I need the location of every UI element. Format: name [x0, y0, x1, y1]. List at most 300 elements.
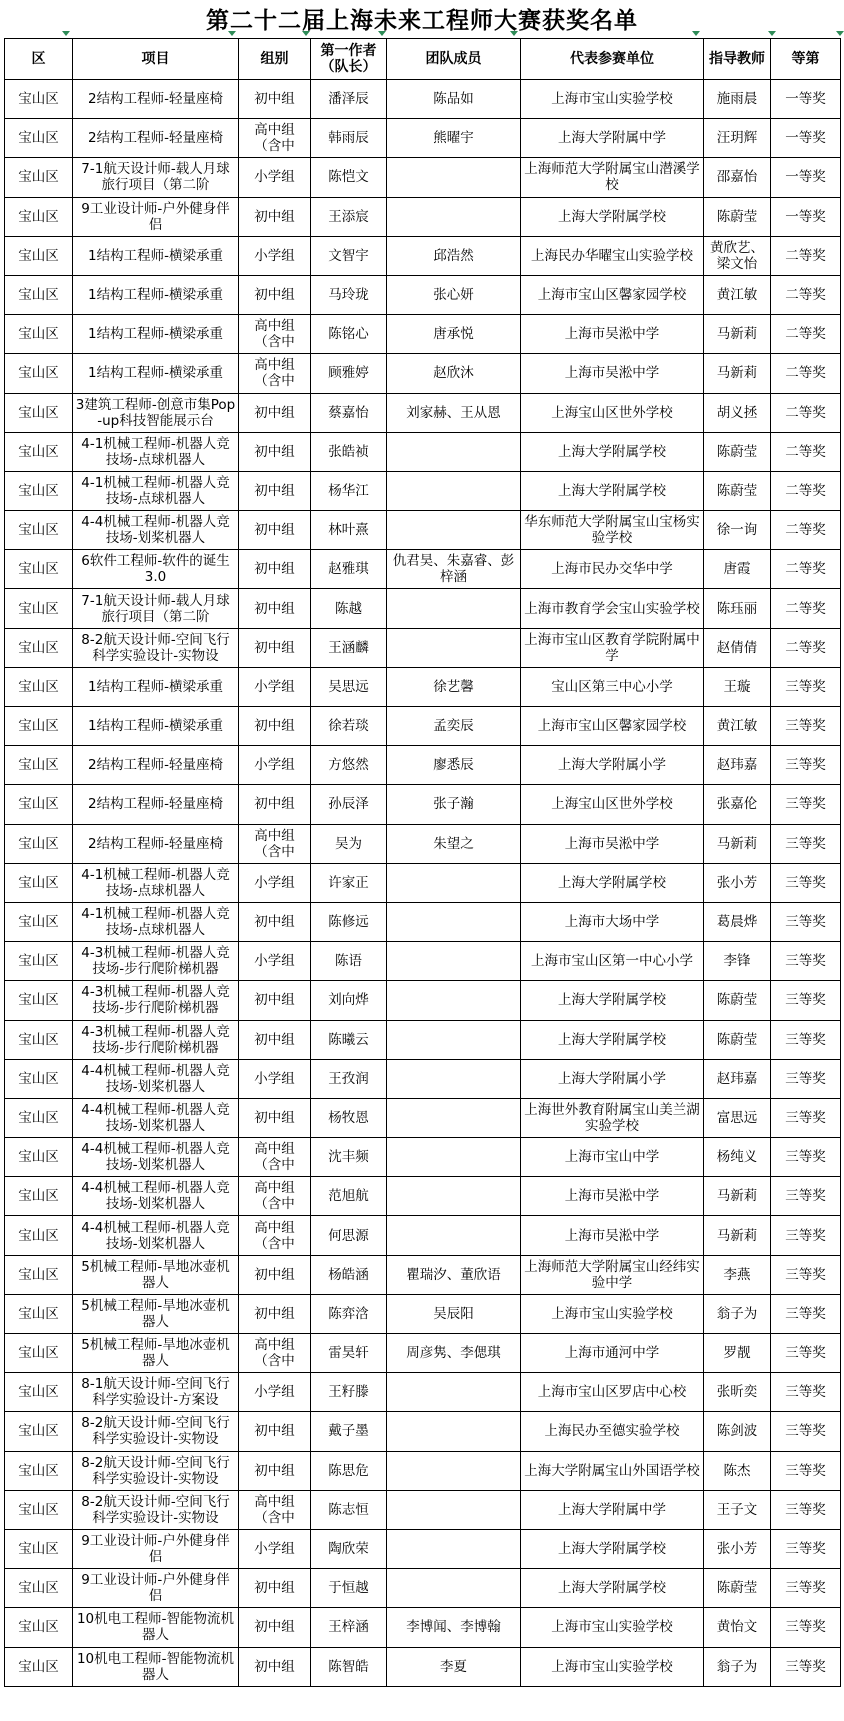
members-cell[interactable]: [387, 1294, 521, 1333]
award-cell[interactable]: [771, 1255, 841, 1294]
project-cell[interactable]: [73, 1294, 239, 1333]
award-cell[interactable]: [771, 589, 841, 628]
leader-cell[interactable]: [311, 1412, 387, 1451]
members-cell[interactable]: [387, 1098, 521, 1137]
school-cell[interactable]: [521, 589, 704, 628]
district-cell[interactable]: [5, 1255, 73, 1294]
school-cell[interactable]: [521, 902, 704, 941]
teacher-cell[interactable]: [704, 1216, 771, 1255]
leader-cell[interactable]: [311, 1569, 387, 1608]
school-cell[interactable]: [521, 511, 704, 550]
teacher-cell[interactable]: [704, 197, 771, 236]
school-cell[interactable]: [521, 1334, 704, 1373]
district-cell[interactable]: [5, 511, 73, 550]
district-cell[interactable]: [5, 80, 73, 119]
group-cell[interactable]: [239, 902, 311, 941]
leader-cell[interactable]: [311, 1529, 387, 1568]
leader-cell[interactable]: [311, 1373, 387, 1412]
school-cell[interactable]: [521, 393, 704, 432]
members-cell[interactable]: [387, 942, 521, 981]
project-cell[interactable]: [73, 80, 239, 119]
teacher-cell[interactable]: [704, 1608, 771, 1647]
project-cell[interactable]: [73, 667, 239, 706]
award-cell[interactable]: [771, 393, 841, 432]
district-cell[interactable]: [5, 158, 73, 197]
leader-cell[interactable]: [311, 1020, 387, 1059]
group-cell[interactable]: [239, 511, 311, 550]
teacher-cell[interactable]: [704, 1138, 771, 1177]
project-cell[interactable]: [73, 863, 239, 902]
school-cell[interactable]: [521, 746, 704, 785]
group-cell[interactable]: [239, 275, 311, 314]
district-cell[interactable]: [5, 902, 73, 941]
teacher-cell[interactable]: [704, 1647, 771, 1686]
leader-cell[interactable]: [311, 432, 387, 471]
leader-cell[interactable]: [311, 1608, 387, 1647]
district-cell[interactable]: [5, 1334, 73, 1373]
award-cell[interactable]: [771, 707, 841, 746]
leader-cell[interactable]: [311, 236, 387, 275]
group-cell[interactable]: [239, 471, 311, 510]
award-cell[interactable]: [771, 785, 841, 824]
project-cell[interactable]: [73, 236, 239, 275]
award-cell[interactable]: [771, 1647, 841, 1686]
project-cell[interactable]: [73, 746, 239, 785]
school-cell[interactable]: [521, 1529, 704, 1568]
teacher-cell[interactable]: [704, 275, 771, 314]
filter-dropdown-icon[interactable]: [378, 31, 386, 36]
members-cell[interactable]: [387, 119, 521, 158]
school-cell[interactable]: [521, 550, 704, 589]
district-cell[interactable]: [5, 1529, 73, 1568]
district-cell[interactable]: [5, 667, 73, 706]
filter-dropdown-icon[interactable]: [768, 31, 776, 36]
award-cell[interactable]: [771, 158, 841, 197]
members-cell[interactable]: [387, 158, 521, 197]
members-cell[interactable]: [387, 1451, 521, 1490]
members-cell[interactable]: [387, 1373, 521, 1412]
award-cell[interactable]: [771, 432, 841, 471]
school-cell[interactable]: [521, 1490, 704, 1529]
award-cell[interactable]: [771, 746, 841, 785]
school-cell[interactable]: [521, 1020, 704, 1059]
school-cell[interactable]: [521, 1412, 704, 1451]
members-cell[interactable]: [387, 275, 521, 314]
leader-cell[interactable]: [311, 1647, 387, 1686]
members-cell[interactable]: [387, 824, 521, 863]
teacher-cell[interactable]: [704, 1059, 771, 1098]
group-cell[interactable]: [239, 236, 311, 275]
group-cell[interactable]: [239, 1334, 311, 1373]
project-cell[interactable]: [73, 393, 239, 432]
leader-cell[interactable]: [311, 667, 387, 706]
group-cell[interactable]: [239, 589, 311, 628]
members-cell[interactable]: [387, 589, 521, 628]
award-cell[interactable]: [771, 1177, 841, 1216]
leader-cell[interactable]: [311, 1490, 387, 1529]
project-cell[interactable]: [73, 1216, 239, 1255]
members-cell[interactable]: [387, 1177, 521, 1216]
leader-cell[interactable]: [311, 1451, 387, 1490]
project-cell[interactable]: [73, 942, 239, 981]
header-cell[interactable]: 区: [5, 39, 73, 80]
members-cell[interactable]: [387, 432, 521, 471]
school-cell[interactable]: [521, 315, 704, 354]
award-cell[interactable]: [771, 1569, 841, 1608]
members-cell[interactable]: [387, 471, 521, 510]
leader-cell[interactable]: [311, 707, 387, 746]
award-cell[interactable]: [771, 197, 841, 236]
filter-dropdown-icon[interactable]: [836, 31, 844, 36]
teacher-cell[interactable]: [704, 824, 771, 863]
group-cell[interactable]: [239, 1529, 311, 1568]
group-cell[interactable]: [239, 197, 311, 236]
award-cell[interactable]: [771, 942, 841, 981]
project-cell[interactable]: [73, 1608, 239, 1647]
members-cell[interactable]: [387, 80, 521, 119]
award-cell[interactable]: [771, 511, 841, 550]
project-cell[interactable]: [73, 471, 239, 510]
teacher-cell[interactable]: [704, 1255, 771, 1294]
school-cell[interactable]: [521, 1216, 704, 1255]
project-cell[interactable]: [73, 197, 239, 236]
project-cell[interactable]: [73, 1451, 239, 1490]
members-cell[interactable]: [387, 785, 521, 824]
members-cell[interactable]: [387, 315, 521, 354]
award-cell[interactable]: [771, 1294, 841, 1333]
project-cell[interactable]: [73, 1647, 239, 1686]
members-cell[interactable]: [387, 863, 521, 902]
leader-cell[interactable]: [311, 197, 387, 236]
teacher-cell[interactable]: [704, 1334, 771, 1373]
group-cell[interactable]: [239, 942, 311, 981]
award-cell[interactable]: [771, 1608, 841, 1647]
teacher-cell[interactable]: [704, 589, 771, 628]
award-cell[interactable]: [771, 667, 841, 706]
group-cell[interactable]: [239, 1490, 311, 1529]
members-cell[interactable]: [387, 707, 521, 746]
group-cell[interactable]: [239, 1608, 311, 1647]
teacher-cell[interactable]: [704, 1412, 771, 1451]
members-cell[interactable]: [387, 236, 521, 275]
teacher-cell[interactable]: [704, 1451, 771, 1490]
project-cell[interactable]: [73, 981, 239, 1020]
project-cell[interactable]: [73, 1373, 239, 1412]
district-cell[interactable]: [5, 1059, 73, 1098]
members-cell[interactable]: [387, 1020, 521, 1059]
teacher-cell[interactable]: [704, 746, 771, 785]
group-cell[interactable]: [239, 80, 311, 119]
members-cell[interactable]: [387, 1647, 521, 1686]
district-cell[interactable]: [5, 1138, 73, 1177]
award-cell[interactable]: [771, 1412, 841, 1451]
teacher-cell[interactable]: [704, 785, 771, 824]
district-cell[interactable]: [5, 589, 73, 628]
award-cell[interactable]: [771, 902, 841, 941]
school-cell[interactable]: [521, 824, 704, 863]
district-cell[interactable]: [5, 746, 73, 785]
project-cell[interactable]: [73, 158, 239, 197]
district-cell[interactable]: [5, 1294, 73, 1333]
project-cell[interactable]: [73, 707, 239, 746]
members-cell[interactable]: [387, 197, 521, 236]
district-cell[interactable]: [5, 1647, 73, 1686]
members-cell[interactable]: [387, 902, 521, 941]
leader-cell[interactable]: [311, 275, 387, 314]
award-cell[interactable]: [771, 1490, 841, 1529]
leader-cell[interactable]: [311, 1138, 387, 1177]
project-cell[interactable]: [73, 1138, 239, 1177]
leader-cell[interactable]: [311, 158, 387, 197]
members-cell[interactable]: [387, 1569, 521, 1608]
district-cell[interactable]: [5, 315, 73, 354]
award-cell[interactable]: [771, 1138, 841, 1177]
award-cell[interactable]: [771, 354, 841, 393]
district-cell[interactable]: [5, 1412, 73, 1451]
award-cell[interactable]: [771, 1059, 841, 1098]
project-cell[interactable]: [73, 824, 239, 863]
leader-cell[interactable]: [311, 589, 387, 628]
project-cell[interactable]: [73, 1412, 239, 1451]
school-cell[interactable]: [521, 1059, 704, 1098]
project-cell[interactable]: [73, 1529, 239, 1568]
header-cell[interactable]: 项目: [73, 39, 239, 80]
group-cell[interactable]: [239, 1216, 311, 1255]
school-cell[interactable]: [521, 1138, 704, 1177]
award-cell[interactable]: [771, 315, 841, 354]
district-cell[interactable]: [5, 824, 73, 863]
leader-cell[interactable]: [311, 628, 387, 667]
award-cell[interactable]: [771, 1373, 841, 1412]
leader-cell[interactable]: [311, 1177, 387, 1216]
group-cell[interactable]: [239, 981, 311, 1020]
school-cell[interactable]: [521, 667, 704, 706]
leader-cell[interactable]: [311, 315, 387, 354]
group-cell[interactable]: [239, 667, 311, 706]
project-cell[interactable]: [73, 119, 239, 158]
teacher-cell[interactable]: [704, 471, 771, 510]
district-cell[interactable]: [5, 628, 73, 667]
district-cell[interactable]: [5, 707, 73, 746]
leader-cell[interactable]: [311, 1294, 387, 1333]
award-cell[interactable]: [771, 1334, 841, 1373]
project-cell[interactable]: [73, 1059, 239, 1098]
teacher-cell[interactable]: [704, 981, 771, 1020]
school-cell[interactable]: [521, 158, 704, 197]
school-cell[interactable]: [521, 1647, 704, 1686]
district-cell[interactable]: [5, 197, 73, 236]
school-cell[interactable]: [521, 1177, 704, 1216]
group-cell[interactable]: [239, 707, 311, 746]
members-cell[interactable]: [387, 1138, 521, 1177]
teacher-cell[interactable]: [704, 80, 771, 119]
district-cell[interactable]: [5, 471, 73, 510]
project-cell[interactable]: [73, 785, 239, 824]
project-cell[interactable]: [73, 1334, 239, 1373]
school-cell[interactable]: [521, 236, 704, 275]
leader-cell[interactable]: [311, 80, 387, 119]
project-cell[interactable]: [73, 550, 239, 589]
members-cell[interactable]: [387, 1334, 521, 1373]
school-cell[interactable]: [521, 80, 704, 119]
filter-dropdown-icon[interactable]: [62, 31, 70, 36]
teacher-cell[interactable]: [704, 1177, 771, 1216]
teacher-cell[interactable]: [704, 667, 771, 706]
leader-cell[interactable]: [311, 902, 387, 941]
school-cell[interactable]: [521, 981, 704, 1020]
award-cell[interactable]: [771, 1216, 841, 1255]
teacher-cell[interactable]: [704, 119, 771, 158]
leader-cell[interactable]: [311, 1255, 387, 1294]
district-cell[interactable]: [5, 236, 73, 275]
teacher-cell[interactable]: [704, 1373, 771, 1412]
group-cell[interactable]: [239, 315, 311, 354]
award-cell[interactable]: [771, 550, 841, 589]
leader-cell[interactable]: [311, 1334, 387, 1373]
school-cell[interactable]: [521, 628, 704, 667]
members-cell[interactable]: [387, 667, 521, 706]
award-cell[interactable]: [771, 80, 841, 119]
teacher-cell[interactable]: [704, 1294, 771, 1333]
group-cell[interactable]: [239, 550, 311, 589]
group-cell[interactable]: [239, 1451, 311, 1490]
teacher-cell[interactable]: [704, 902, 771, 941]
teacher-cell[interactable]: [704, 315, 771, 354]
teacher-cell[interactable]: [704, 1490, 771, 1529]
school-cell[interactable]: [521, 785, 704, 824]
project-cell[interactable]: [73, 275, 239, 314]
school-cell[interactable]: [521, 1373, 704, 1412]
header-cell[interactable]: 组别: [239, 39, 311, 80]
leader-cell[interactable]: [311, 1216, 387, 1255]
school-cell[interactable]: [521, 1294, 704, 1333]
school-cell[interactable]: [521, 942, 704, 981]
leader-cell[interactable]: [311, 471, 387, 510]
project-cell[interactable]: [73, 1569, 239, 1608]
project-cell[interactable]: [73, 1020, 239, 1059]
teacher-cell[interactable]: [704, 236, 771, 275]
teacher-cell[interactable]: [704, 863, 771, 902]
project-cell[interactable]: [73, 902, 239, 941]
leader-cell[interactable]: [311, 354, 387, 393]
filter-dropdown-icon[interactable]: [692, 31, 700, 36]
leader-cell[interactable]: [311, 863, 387, 902]
leader-cell[interactable]: [311, 942, 387, 981]
header-cell[interactable]: 指导教师: [704, 39, 771, 80]
award-cell[interactable]: [771, 1098, 841, 1137]
group-cell[interactable]: [239, 1098, 311, 1137]
group-cell[interactable]: [239, 1138, 311, 1177]
leader-cell[interactable]: [311, 550, 387, 589]
project-cell[interactable]: [73, 628, 239, 667]
teacher-cell[interactable]: [704, 550, 771, 589]
members-cell[interactable]: [387, 393, 521, 432]
teacher-cell[interactable]: [704, 158, 771, 197]
group-cell[interactable]: [239, 628, 311, 667]
leader-cell[interactable]: [311, 981, 387, 1020]
teacher-cell[interactable]: [704, 354, 771, 393]
group-cell[interactable]: [239, 746, 311, 785]
project-cell[interactable]: [73, 1255, 239, 1294]
members-cell[interactable]: [387, 1490, 521, 1529]
members-cell[interactable]: [387, 746, 521, 785]
award-cell[interactable]: [771, 236, 841, 275]
group-cell[interactable]: [239, 863, 311, 902]
members-cell[interactable]: [387, 1059, 521, 1098]
school-cell[interactable]: [521, 1608, 704, 1647]
school-cell[interactable]: [521, 432, 704, 471]
members-cell[interactable]: [387, 1255, 521, 1294]
district-cell[interactable]: [5, 119, 73, 158]
district-cell[interactable]: [5, 863, 73, 902]
school-cell[interactable]: [521, 1098, 704, 1137]
award-cell[interactable]: [771, 1529, 841, 1568]
school-cell[interactable]: [521, 471, 704, 510]
district-cell[interactable]: [5, 1020, 73, 1059]
district-cell[interactable]: [5, 432, 73, 471]
group-cell[interactable]: [239, 1020, 311, 1059]
school-cell[interactable]: [521, 354, 704, 393]
group-cell[interactable]: [239, 393, 311, 432]
district-cell[interactable]: [5, 1451, 73, 1490]
leader-cell[interactable]: [311, 746, 387, 785]
award-cell[interactable]: [771, 1020, 841, 1059]
filter-dropdown-icon[interactable]: [510, 31, 518, 36]
filter-dropdown-icon[interactable]: [228, 31, 236, 36]
group-cell[interactable]: [239, 1255, 311, 1294]
award-cell[interactable]: [771, 863, 841, 902]
award-cell[interactable]: [771, 275, 841, 314]
leader-cell[interactable]: [311, 1098, 387, 1137]
district-cell[interactable]: [5, 942, 73, 981]
group-cell[interactable]: [239, 1294, 311, 1333]
group-cell[interactable]: [239, 119, 311, 158]
district-cell[interactable]: [5, 275, 73, 314]
teacher-cell[interactable]: [704, 432, 771, 471]
teacher-cell[interactable]: [704, 707, 771, 746]
project-cell[interactable]: [73, 354, 239, 393]
members-cell[interactable]: [387, 1216, 521, 1255]
header-cell[interactable]: 第一作者（队长）: [311, 39, 387, 80]
district-cell[interactable]: [5, 1373, 73, 1412]
leader-cell[interactable]: [311, 1059, 387, 1098]
members-cell[interactable]: [387, 981, 521, 1020]
district-cell[interactable]: [5, 1216, 73, 1255]
teacher-cell[interactable]: [704, 511, 771, 550]
group-cell[interactable]: [239, 354, 311, 393]
project-cell[interactable]: [73, 1098, 239, 1137]
project-cell[interactable]: [73, 432, 239, 471]
award-cell[interactable]: [771, 471, 841, 510]
leader-cell[interactable]: [311, 119, 387, 158]
members-cell[interactable]: [387, 550, 521, 589]
project-cell[interactable]: [73, 589, 239, 628]
school-cell[interactable]: [521, 707, 704, 746]
district-cell[interactable]: [5, 1490, 73, 1529]
group-cell[interactable]: [239, 1373, 311, 1412]
members-cell[interactable]: [387, 511, 521, 550]
school-cell[interactable]: [521, 275, 704, 314]
project-cell[interactable]: [73, 315, 239, 354]
leader-cell[interactable]: [311, 785, 387, 824]
teacher-cell[interactable]: [704, 628, 771, 667]
teacher-cell[interactable]: [704, 1569, 771, 1608]
award-cell[interactable]: [771, 119, 841, 158]
leader-cell[interactable]: [311, 393, 387, 432]
header-cell[interactable]: 团队成员: [387, 39, 521, 80]
district-cell[interactable]: [5, 981, 73, 1020]
project-cell[interactable]: [73, 1490, 239, 1529]
